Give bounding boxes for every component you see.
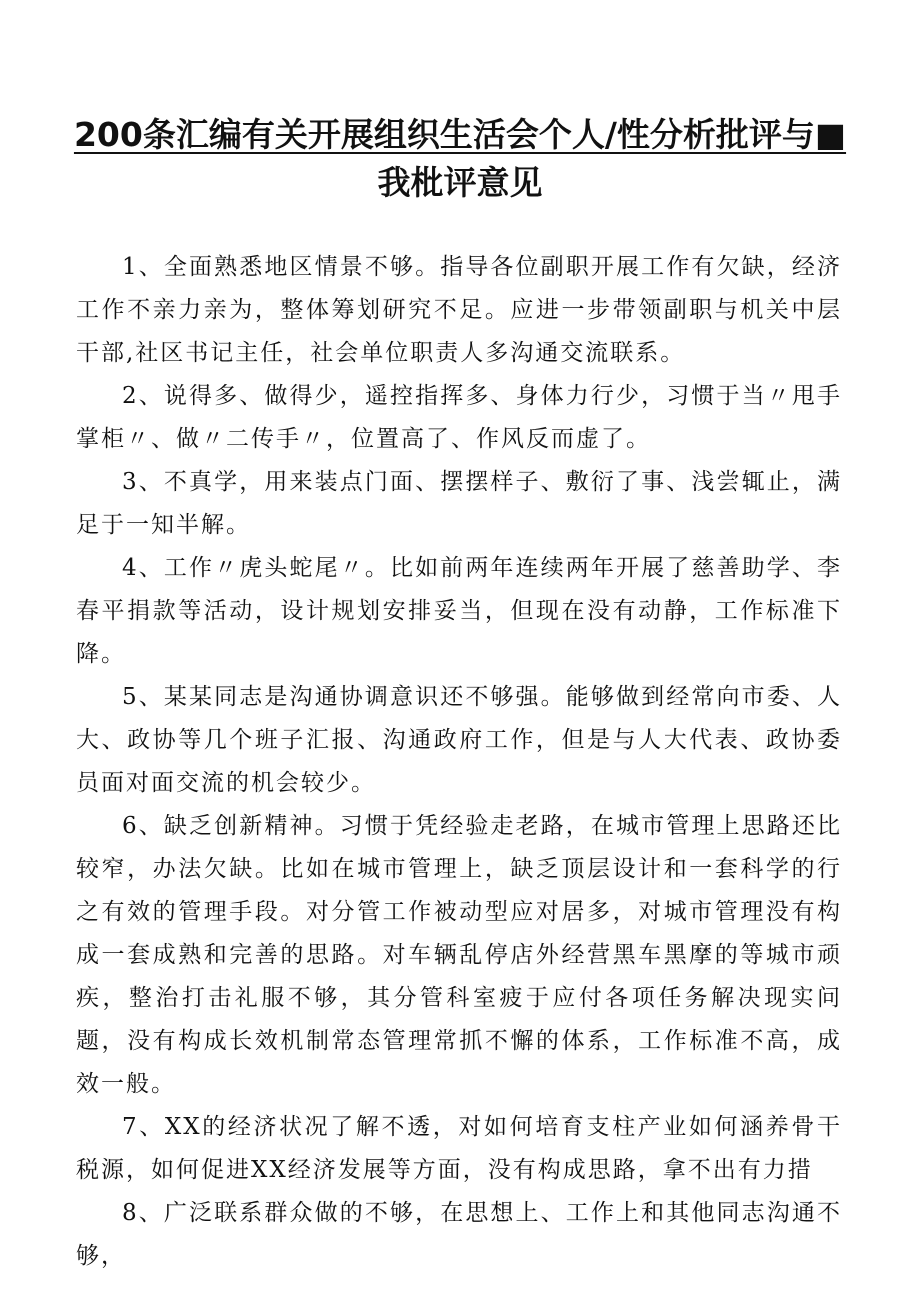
paragraph-3: 3、不真学，用来装点门面、摆摆样子、敷衍了事、浅尝辄止，满足于一知半解。 [76, 469, 842, 538]
paragraph-5: 5、某某同志是沟通协调意识还不够强。能够做到经常向市委、人大、政协等几个班子汇报、沟通政府工作，但是与人大代表、政协委员面对面交流的机会较少。 [76, 684, 842, 796]
document-title-line-2: 我枇评意见 [377, 163, 543, 202]
paragraph-2: 2、说得多、做得少，遥控指挥多、身体力行少，习惯于当〃甩手掌柜〃、做〃二传手〃，位置高了、作风反而虚了。 [76, 383, 842, 452]
paragraph-6: 6、缺乏创新精神。习惯于凭经验走老路，在城市管理上思路还比较窄，办法欠缺。比如在城市管理上，缺乏顶层设计和一套科学的行之有效的管理手段。对分管工作被动型应对居多，对城市管理没有构成一套成熟和完善的思路。对车辆乱停店外经营黑车黑摩的等城市顽疾，整治打击礼服不够，其分管科室疲于应付各项任务解决现实问题，没有构成长效机制常态管理常抓不懈的体系，工作标准不高，成效一般。 [76, 813, 842, 1097]
paragraph-4: 4、工作〃虎头蛇尾〃。比如前两年连续两年开展了慈善助学、李春平捐款等活动，设计规划安排妥当，但现在没有动静，工作标准下降。 [76, 555, 842, 667]
document-title-line-1: 200条汇编有关开展组织生活会个人/性分析批评与■ [73, 115, 847, 154]
paragraph-8: 8、广泛联系群众做的不够，在思想上、工作上和其他同志沟通不够， [76, 1200, 842, 1269]
paragraph-1: 1、全面熟悉地区情景不够。指导各位副职开展工作有欠缺，经济工作不亲力亲为，整体筹划研究不足。应进一步带领副职与机关中层干部,社区书记主任，社会单位职责人多沟通交流联系。 [76, 254, 842, 366]
paragraph-7: 7、XX的经济状况了解不透，对如何培育支柱产业如何涵养骨干税源，如何促进XX经济发展等方面，没有构成思路，拿不出有力措 [76, 1114, 842, 1183]
document-body [76, 246, 842, 1278]
